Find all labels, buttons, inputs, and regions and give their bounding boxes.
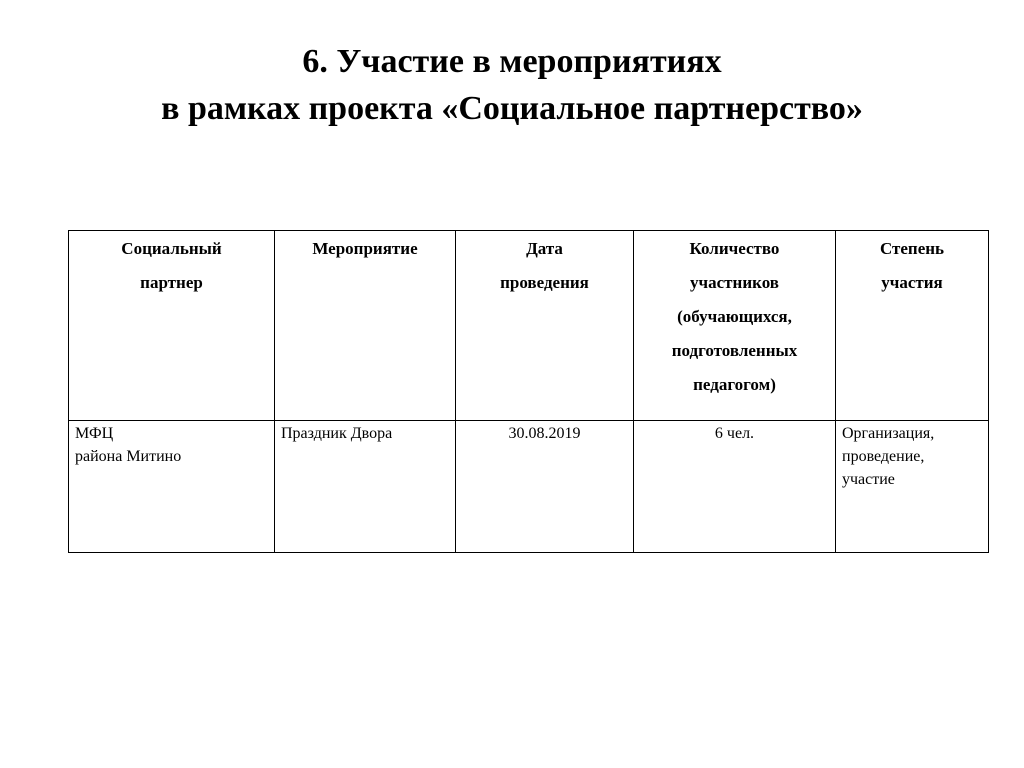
cell-participants-count: 6 чел.	[634, 421, 836, 553]
social-partnership-table	[68, 230, 989, 553]
header-participants-count: Количество участников (обучающихся, подготовленных педагогом)	[634, 231, 836, 421]
header-social-partner: Социальный партнер	[69, 231, 275, 421]
table-header-row	[69, 231, 989, 421]
header-participation-degree: Степень участия	[836, 231, 989, 421]
slide-title-line-1: 6. Участие в мероприятиях	[302, 43, 722, 80]
slide-title	[0, 38, 1024, 132]
slide-title-line-2: в рамках проекта «Социальное партнерство»	[161, 90, 863, 127]
table-row	[69, 421, 989, 553]
cell-event: Праздник Двора	[275, 421, 456, 553]
header-date: Дата проведения	[456, 231, 634, 421]
header-event: Мероприятие	[275, 231, 456, 421]
cell-participation-degree: Организация, проведение, участие	[836, 421, 989, 553]
cell-date: 30.08.2019	[456, 421, 634, 553]
cell-social-partner: МФЦ района Митино	[69, 421, 275, 553]
